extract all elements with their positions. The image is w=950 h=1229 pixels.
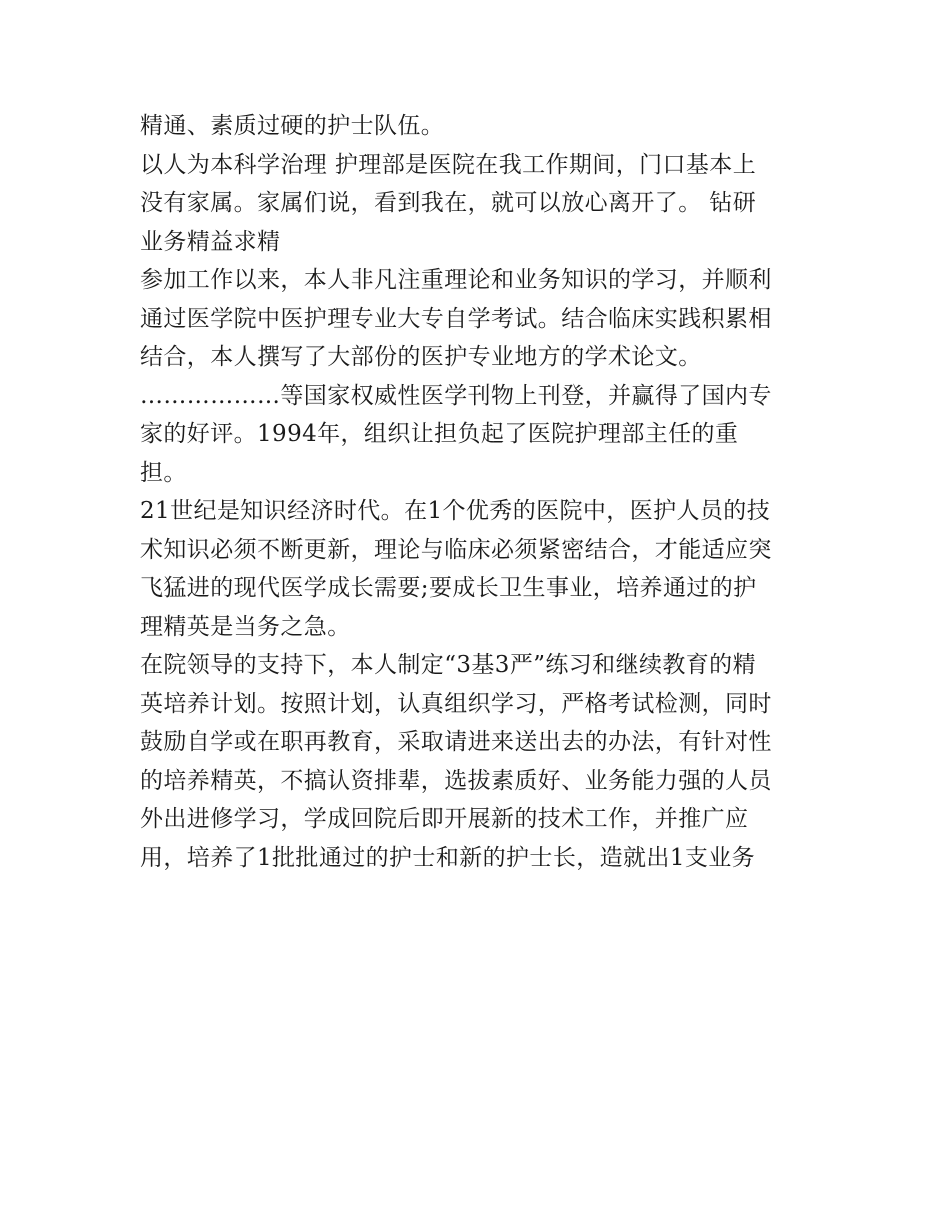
text-line: 在院领导的支持下，本人制定“3基3严”练习和继续教育的精: [140, 652, 756, 678]
text-line: 担。: [140, 459, 187, 486]
body-text: [140, 107, 820, 877]
text-line: 飞猛进的现代医学成长需要;要成长卫生事业，培养通过的护: [140, 575, 757, 601]
text-line: 参加工作以来，本人非凡注重理论和业务知识的学习，并顺利: [140, 267, 772, 293]
text-line: 的培养精英，不搞认资排辈，选拔素质好、业务能力强的人员: [140, 767, 772, 794]
text-line: 理精英是当务之急。: [140, 613, 351, 640]
text-line: 家的好评。1994年，组织让担负起了医院护理部主任的重: [140, 421, 739, 447]
text-line: 英培养计划。按照计划，认真组织学习，严格考试检测，同时: [140, 690, 772, 717]
text-line: 21世纪是知识经济时代。在1个优秀的医院中，医护人员的技: [140, 498, 771, 524]
text-line: ………………等国家权威性医学刊物上刊登，并赢得了国内专: [140, 382, 772, 409]
text-line: 以人为本科学治理 护理部是医院在我工作期间，门口基本上: [140, 151, 757, 178]
text-line: 用，培养了1批批通过的护士和新的护士长，造就出1支业务: [140, 844, 756, 871]
text-line: 没有家属。家属们说，看到我在，就可以放心离开了。 钻研: [140, 190, 757, 216]
text-line: 结合，本人撰写了大部份的医护专业地方的学术论文。: [140, 344, 702, 370]
text-line: 业务精益求精: [140, 228, 281, 255]
text-line: 通过医学院中医护理专业大专自学考试。结合临床实践积累相: [140, 305, 772, 332]
text-line: 术知识必须不断更新，理论与临床必须紧密结合，才能适应突: [140, 536, 772, 563]
text-line: 精通、素质过硬的护士队伍。: [140, 113, 445, 139]
text-line: 鼓励自学或在职再教育，采取请进来送出去的办法，有针对性: [140, 729, 772, 755]
text-line: 外出进修学习，学成回院后即开展新的技术工作，并推广应: [140, 806, 749, 832]
